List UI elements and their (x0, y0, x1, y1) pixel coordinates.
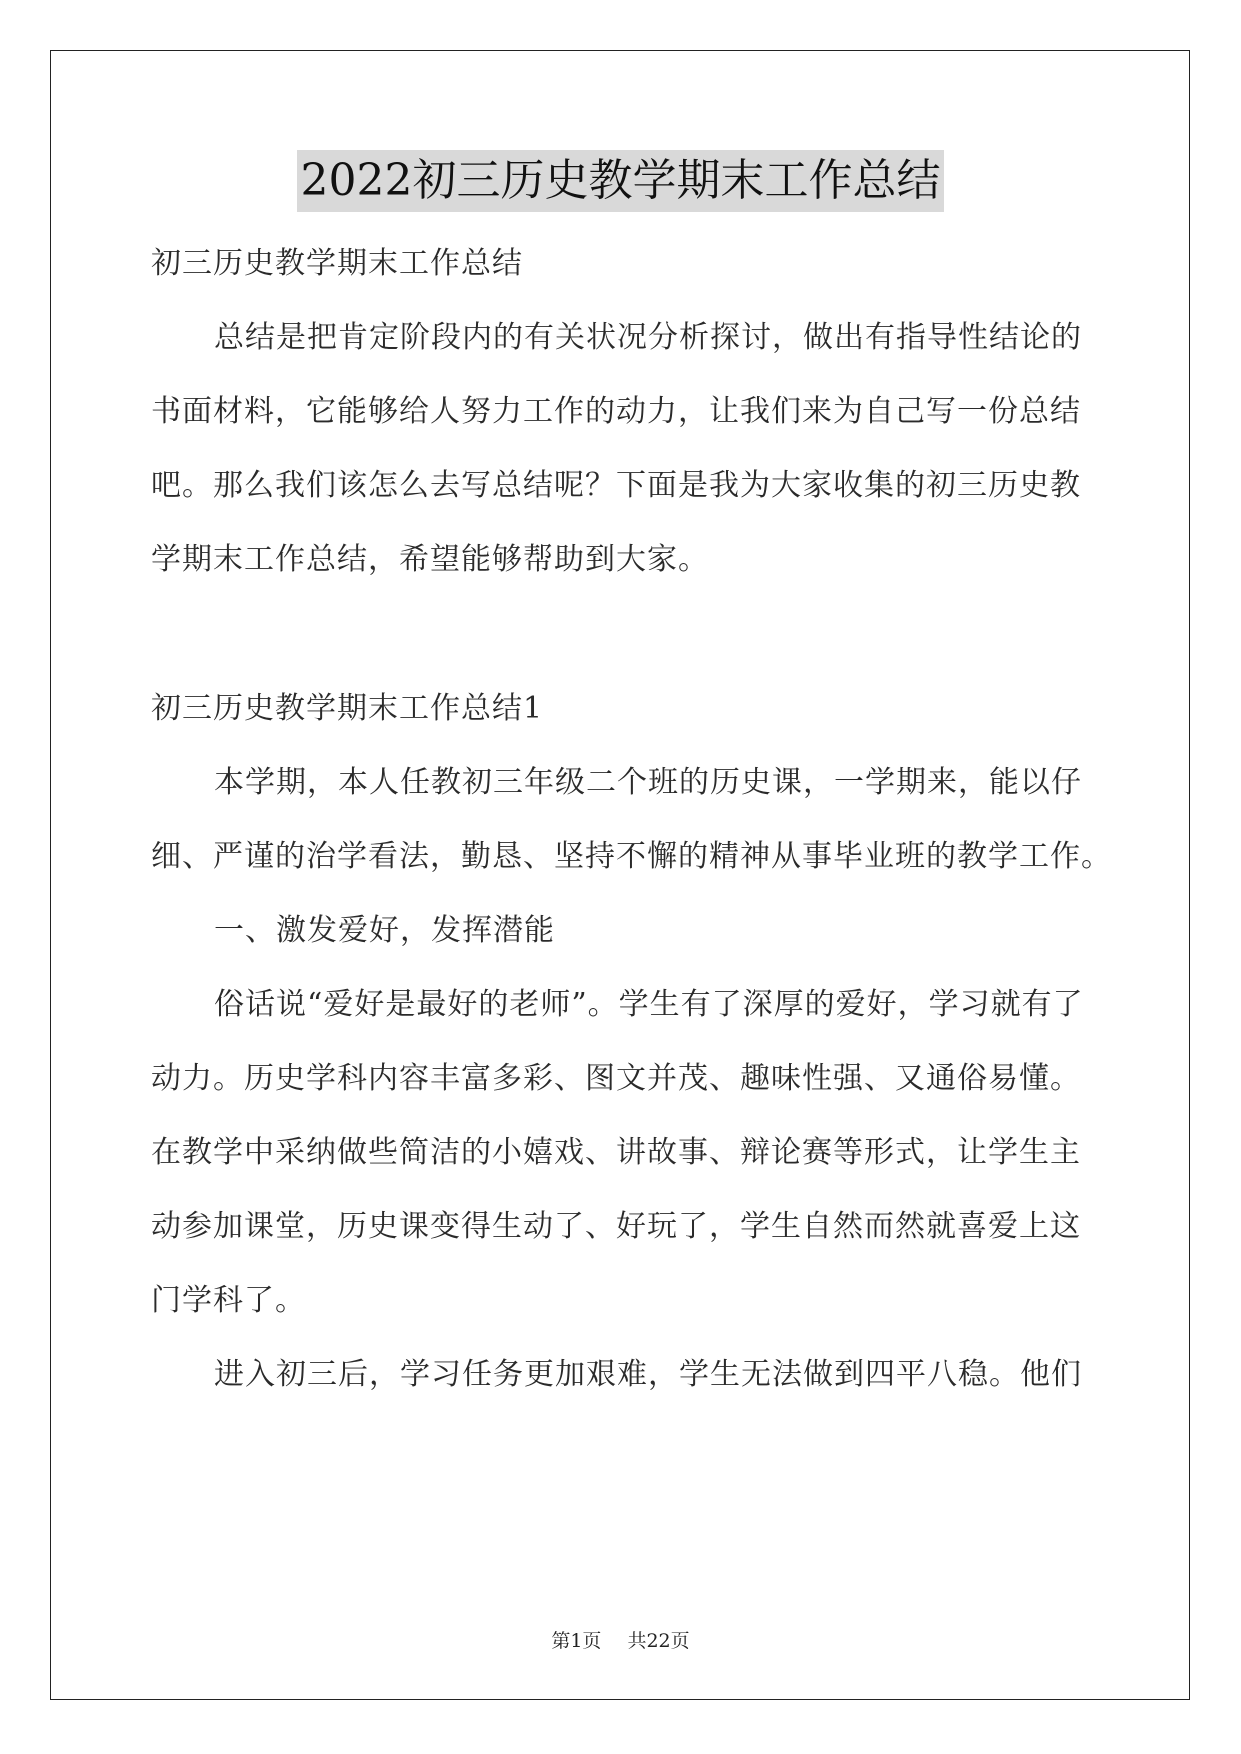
paragraph-line: 门学科了。 (151, 1283, 306, 1318)
paragraph-line: 本学期，本人任教初三年级二个班的历史课，一学期来，能以仔 (214, 765, 1082, 800)
section-heading: 初三历史教学期末工作总结1 (151, 691, 544, 726)
page-border (50, 50, 1190, 1700)
paragraph-line: 进入初三后，学习任务更加艰难，学生无法做到四平八稳。他们 (214, 1357, 1082, 1392)
paragraph-line: 动力。历史学科内容丰富多彩、图文并茂、趣味性强、又通俗易懂。 (151, 1061, 1081, 1096)
title-container (0, 150, 1241, 212)
paragraph-line: 书面材料，它能够给人努力工作的动力，让我们来为自己写一份总结 (151, 394, 1081, 429)
paragraph-line: 吧。那么我们该怎么去写总结呢？下面是我为大家收集的初三历史教 (151, 468, 1081, 503)
paragraph-line: 总结是把肯定阶段内的有关状况分析探讨，做出有指导性结论的 (214, 320, 1082, 355)
page-number-total: 共22页 (627, 1630, 690, 1652)
subsection-heading: 一、激发爱好，发挥潜能 (214, 913, 555, 948)
page-footer (0, 1626, 1241, 1653)
page-number-current: 第1页 (551, 1630, 602, 1652)
paragraph-line: 学期末工作总结，希望能够帮助到大家。 (151, 542, 709, 577)
paragraph-line: 在教学中采纳做些简洁的小嬉戏、讲故事、辩论赛等形式，让学生主 (151, 1135, 1081, 1170)
subtitle-line: 初三历史教学期末工作总结 (151, 246, 523, 281)
paragraph-line: 动参加课堂，历史课变得生动了、好玩了，学生自然而然就喜爱上这 (151, 1209, 1081, 1244)
paragraph-line: 细、严谨的治学看法，勤恳、坚持不懈的精神从事毕业班的教学工作。 (151, 839, 1112, 874)
paragraph-line: 俗话说“爱好是最好的老师”。学生有了深厚的爱好，学习就有了 (214, 987, 1084, 1022)
document-title: 2022初三历史教学期末工作总结 (297, 150, 945, 212)
